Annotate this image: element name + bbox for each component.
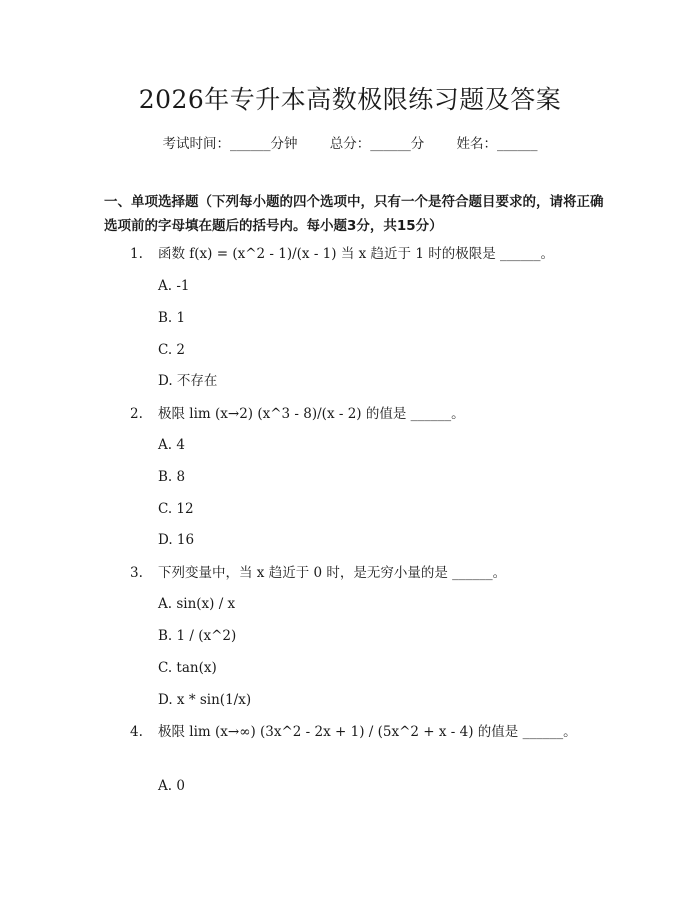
question-2 [104,402,604,426]
question-text: 函数 f(x) = (x^2 - 1)/(x - 1) 当 x 趋近于 1 时的极限是 ______。 [158,246,554,262]
question-1 [104,242,604,266]
question-3 [104,561,604,585]
question-number: 2. [130,406,143,422]
question-text: 下列变量中，当 x 趋近于 0 时，是无穷小量的是 ______。 [158,565,507,581]
exam-info [0,132,700,152]
option-d: D. x * sin(1/x) [158,692,252,708]
option-b: B. 1 / (x^2) [158,628,237,644]
option-c: C. 2 [158,342,186,358]
question-text: 极限 lim (x→∞) (3x^2 - 2x + 1) / (5x^2 + x - 4) 的值是 ______。 [158,724,577,740]
question-4 [104,720,604,744]
option-b: B. 8 [158,469,186,485]
page-title: 2026年专升本高数极限练习题及答案 [138,85,562,114]
question-number: 3. [130,565,143,581]
total-score: 总分：______分 [329,136,425,152]
section-heading: 一、单项选择题（下列每小题的四个选项中，只有一个是符合题目要求的，请将正确选项前的字母填在题后的括号内。每小题3分，共15分） [104,194,604,234]
question-number: 4. [130,724,143,740]
student-name: 姓名：______ [456,136,538,152]
option-c: C. tan(x) [158,660,217,676]
question-number: 1. [130,246,143,262]
option-d: D. 不存在 [158,373,218,389]
option-d: D. 16 [158,532,195,548]
option-b: B. 1 [158,310,186,326]
question-text: 极限 lim (x→2) (x^3 - 8)/(x - 2) 的值是 ______。 [158,406,465,422]
option-c: C. 12 [158,501,194,517]
option-a: A. sin(x) / x [158,596,236,612]
option-a: A. 4 [158,437,185,453]
exam-time: 考试时间：______分钟 [162,136,298,152]
option-a: A. 0 [158,778,185,794]
option-a: A. -1 [158,278,190,294]
